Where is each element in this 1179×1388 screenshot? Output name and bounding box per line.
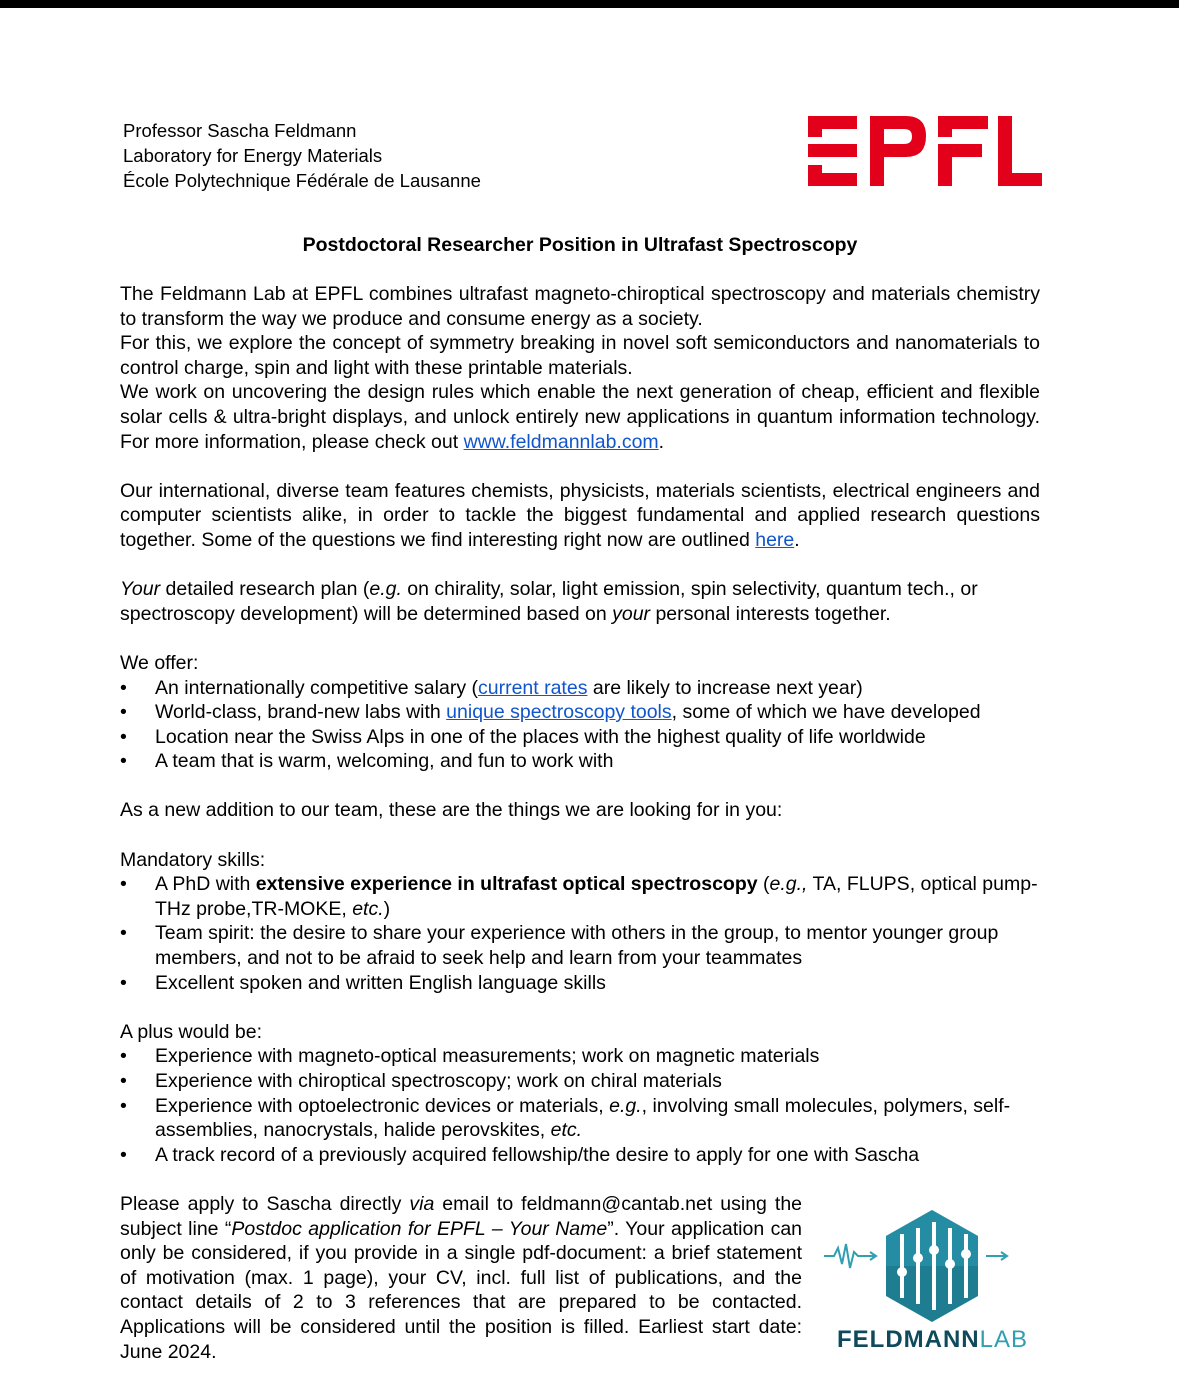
wordmark-lab: LAB — [979, 1326, 1029, 1353]
intro-text-3: We work on uncovering the design rules which enable the next generation of cheap, efficient and flexible solar cells & ultra-bright displays, and unlock entirely new applications in quantum information technology. For more information, please check out — [120, 381, 1040, 453]
bullet-icon: • — [120, 1143, 127, 1166]
list-item — [120, 1143, 1040, 1168]
apply-text: email to feldmann@cantab.net using the subject line “ — [120, 1192, 803, 1240]
skill-text: A PhD with — [155, 873, 256, 896]
feldmannlab-wordmark — [820, 1326, 1045, 1354]
plus-text: A track record of a previously acquired fellowship/the desire to apply for one with Sascha — [155, 1143, 920, 1166]
bullet-icon: • — [120, 701, 127, 724]
school-name: École Polytechnique Fédérale de Lausanne — [123, 170, 481, 191]
professor-name: Professor Sascha Feldmann — [123, 120, 357, 141]
feldmannlab-logo — [820, 1208, 1045, 1383]
looking-for-text: As a new addition to our team, these are the things we are looking for in you: — [120, 799, 783, 822]
lab-name: Laboratory for Energy Materials — [123, 145, 383, 166]
page-title: Postdoctoral Researcher Position in Ultrafast Spectroscopy — [302, 234, 858, 256]
bullet-icon: • — [120, 971, 127, 994]
skill-text: ( — [757, 873, 770, 896]
research-plan-paragraph — [120, 577, 1040, 626]
bullet-icon: • — [120, 873, 127, 896]
offer-item-text: An internationally competitive salary ( — [155, 676, 478, 699]
offer-heading: We offer: — [120, 651, 199, 674]
bullet-icon: • — [120, 676, 127, 699]
list-item — [120, 1069, 1040, 1094]
plus-heading: A plus would be: — [120, 1020, 263, 1043]
epfl-logo — [808, 116, 1042, 186]
intro-text-2: For this, we explore the concept of symmetry breaking in novel soft semiconductors and nanomaterials to control charge, spin and light with these printable materials. — [120, 332, 1040, 379]
intro-period: . — [658, 430, 665, 453]
your-emphasis: Your — [120, 578, 161, 601]
skill-bold-text: extensive experience in ultrafast optical spectroscopy — [255, 873, 758, 896]
plus-italic-text: e.g. — [609, 1094, 642, 1117]
list-item — [120, 1044, 1040, 1069]
offer-item-text: , some of which we have developed — [671, 701, 981, 724]
bullet-icon: • — [120, 725, 127, 748]
questions-here-link[interactable]: here — [755, 528, 795, 551]
team-period: . — [794, 528, 800, 551]
skill-italic-text: e.g., — [769, 873, 808, 896]
list-item — [120, 676, 1040, 701]
intro-paragraph — [120, 282, 1040, 454]
list-item — [120, 921, 1040, 970]
offer-item-text: A team that is warm, welcoming, and fun to work with — [155, 750, 614, 773]
current-rates-link[interactable]: current rates — [477, 676, 588, 699]
plus-text: Experience with magneto-optical measurements; work on magnetic materials — [155, 1045, 820, 1068]
subject-line-text: Postdoc application for EPFL – Your Name — [231, 1217, 608, 1240]
plan-text-2: on chirality, solar, light emission, spin selectivity, quantum tech., or spectroscopy development) will be determined based on — [120, 578, 978, 625]
plus-list — [120, 1044, 1040, 1167]
bullet-icon: • — [120, 750, 127, 773]
skill-italic-text: etc. — [352, 897, 384, 920]
bullet-icon: • — [120, 1045, 127, 1068]
plus-italic-text: etc. — [550, 1119, 583, 1142]
apply-text: Please apply to Sascha directly — [120, 1192, 410, 1215]
list-item — [120, 700, 1040, 725]
apply-text: ”. Your application can only be considered, if you provide in a single pdf-document: a brief statement of motivation (max. 1 page), your CV, incl. full list of publications, and the contact details of 2 to 3 references that are prepared to be contacted. Applications will be considered until the position is filled. Earliest start date: June 2024. — [120, 1217, 803, 1363]
feldmannlab-hexagon-icon — [820, 1208, 1045, 1323]
bullet-icon: • — [120, 1070, 127, 1092]
document-body — [120, 282, 1040, 1364]
offer-list — [120, 676, 1040, 774]
apply-italic-text: via — [409, 1192, 435, 1215]
eg-emphasis: e.g. — [369, 578, 402, 601]
list-item — [120, 1094, 1040, 1143]
team-text: Our international, diverse team features chemists, physicists, materials scientists, electrical engineers and computer scientists alike, in order to tackle the biggest fundamental and applied research questions together. Some of the questions we find interesting right now are outlined — [120, 479, 1040, 551]
offer-item-text: World-class, brand-new labs with — [155, 701, 447, 724]
spectroscopy-tools-link[interactable]: unique spectroscopy tools — [446, 701, 672, 724]
skill-text: Team spirit: the desire to share your experience with others in the group, to mentor younger group members, and not to be afraid to seek help and learn from your teammates — [155, 922, 999, 970]
plus-text: Experience with optoelectronic devices or materials, — [155, 1094, 610, 1117]
letterhead — [123, 118, 481, 193]
bullet-icon: • — [120, 1094, 127, 1117]
team-paragraph — [120, 479, 1040, 553]
bullet-icon: • — [120, 922, 127, 945]
skill-text: TA, FLUPS, optical pump-THz probe,TR-MOKE, — [155, 873, 1038, 920]
plus-text: , involving small molecules, polymers, self-assemblies, nanocrystals, halide perovskites, — [155, 1094, 1011, 1142]
list-item — [120, 872, 1040, 921]
skill-text: ) — [383, 897, 391, 920]
plan-text-1: detailed research plan ( — [160, 578, 370, 601]
intro-text-1: The Feldmann Lab at EPFL combines ultrafast magneto-chiroptical spectroscopy and materials chemistry to transform the way we produce and consume energy as a society. — [120, 283, 1040, 330]
mandatory-list — [120, 872, 1040, 995]
plan-text-3: personal interests together. — [650, 602, 891, 625]
feldmannlab-website-link[interactable]: www.feldmannlab.com — [463, 430, 659, 453]
plus-text: Experience with chiroptical spectroscopy; work on chiral materials — [155, 1070, 722, 1092]
offer-item-text: Location near the Swiss Alps in one of the places with the highest quality of life worldwide — [155, 725, 926, 748]
list-item — [120, 749, 1040, 774]
apply-paragraph — [120, 1192, 802, 1364]
list-item — [120, 971, 1040, 996]
mandatory-heading: Mandatory skills: — [120, 848, 266, 871]
top-black-bar — [0, 0, 1179, 8]
offer-item-text: are likely to increase next year) — [587, 676, 863, 699]
wordmark-feldmann: FELDMANN — [836, 1326, 980, 1353]
your-emphasis-2: your — [612, 602, 651, 625]
list-item — [120, 725, 1040, 750]
skill-text: Excellent spoken and written English language skills — [155, 971, 606, 994]
